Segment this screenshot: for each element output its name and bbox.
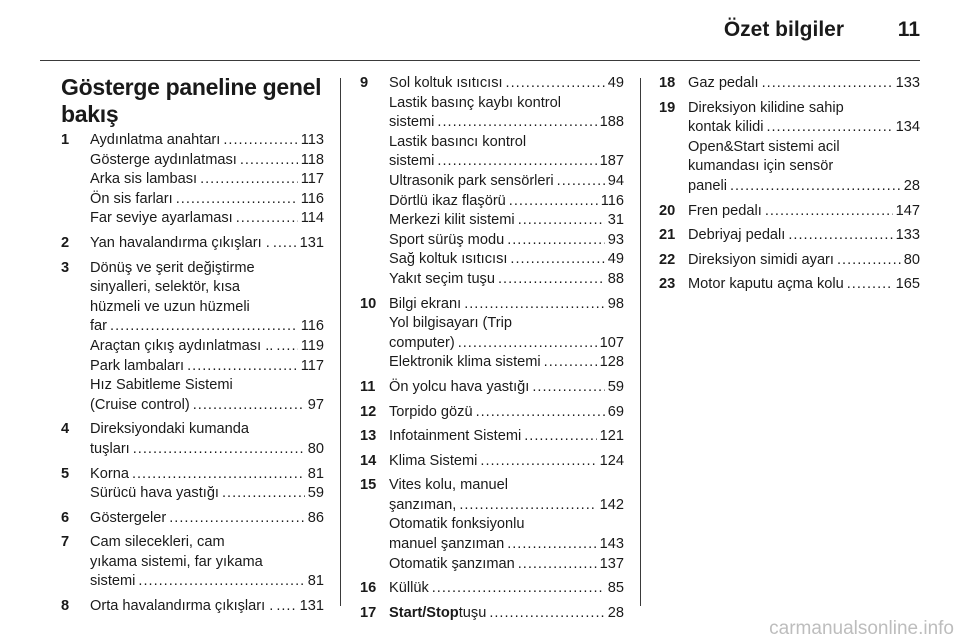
item-number: 16 (360, 580, 377, 597)
dot-leader (133, 440, 305, 460)
entry-label: Cam silecekleri, cam (90, 534, 225, 551)
page-reference[interactable]: 165 (895, 276, 920, 293)
dot-leader (544, 353, 597, 373)
page-reference[interactable]: 118 (300, 151, 324, 168)
dot-leader (510, 250, 604, 270)
page-reference[interactable]: 59 (307, 485, 324, 502)
dot-leader (437, 113, 596, 133)
dot-leader (276, 597, 296, 617)
entry-label: Hız Sabitleme Sistemi (90, 377, 233, 394)
page-reference[interactable]: 28 (607, 604, 624, 621)
entry-label: Start/Stop (389, 604, 459, 621)
entry-label: Ön sis farları (90, 190, 173, 207)
legend-item (659, 74, 920, 94)
page-reference[interactable]: 117 (300, 357, 324, 374)
legend-item (61, 131, 324, 229)
legend-item (659, 202, 920, 222)
dot-leader (276, 337, 297, 357)
entry-label: Dörtlü ikaz flaşörü (389, 192, 506, 209)
dot-leader (432, 579, 605, 599)
watermark: carmanualsonline.info (769, 618, 954, 639)
index-entry (389, 378, 624, 398)
entry-label: Lastik basıncı kontrol (389, 133, 527, 150)
item-number: 2 (61, 234, 70, 251)
legend-item (360, 295, 624, 373)
index-entry (389, 403, 624, 423)
entry-label: manuel şanzıman (389, 536, 505, 553)
page-reference[interactable]: 49 (607, 251, 624, 268)
index-entry (389, 113, 624, 133)
entry-label: Open&Start sistemi acil (688, 138, 840, 155)
page-reference[interactable]: 80 (307, 440, 324, 457)
item-number: 14 (360, 452, 377, 469)
entry-label: Klima Sistemi (389, 452, 478, 469)
entry-label: Göstergeler (90, 509, 167, 526)
entry-label: Elektronik klima sistemi (389, 354, 541, 371)
entry-label: Direksiyon kilidine sahip (688, 99, 844, 116)
entry-label: Sağ koltuk ısıtıcısı (389, 251, 508, 268)
entry-label: Küllük (389, 580, 429, 597)
legend-item (659, 226, 920, 246)
dot-leader (187, 357, 298, 377)
legend-item (61, 234, 324, 254)
item-number: 20 (659, 202, 676, 219)
section-heading-line: bakış (61, 101, 119, 127)
item-number: 5 (61, 465, 70, 482)
dot-leader (240, 151, 298, 171)
item-number: 21 (659, 227, 676, 244)
entry-label: kumandası için sensör (688, 158, 834, 175)
legend-item (61, 533, 324, 592)
index-entry (90, 572, 324, 592)
page-reference[interactable]: 131 (299, 234, 324, 251)
page-reference[interactable]: 143 (599, 536, 624, 553)
page-reference[interactable]: 31 (607, 212, 624, 229)
page-reference[interactable]: 147 (895, 202, 920, 219)
index-entry (389, 231, 624, 251)
entry-label: Sürücü hava yastığı (90, 485, 219, 502)
dot-leader (273, 234, 297, 254)
page-reference[interactable]: 142 (599, 496, 624, 513)
entry-label: far (90, 318, 108, 335)
item-number: 4 (61, 421, 70, 438)
legend-item (360, 427, 624, 447)
dot-leader (762, 74, 893, 94)
dot-leader (489, 604, 604, 624)
index-entry (688, 251, 920, 271)
entry-label: Orta havalandırma çıkışları . (90, 598, 274, 615)
legend-item (61, 465, 324, 504)
entry-label: Yol bilgisayarı (Trip (389, 315, 513, 332)
entry-label: Yakıt seçim tuşu (389, 270, 495, 287)
entry-label: Direksiyon simidi ayarı (688, 251, 834, 268)
entry-label: Debriyaj pedalı (688, 227, 786, 244)
page-reference[interactable]: 124 (599, 452, 624, 469)
item-number: 6 (61, 509, 70, 526)
index-entry (90, 234, 324, 254)
dot-leader (176, 190, 298, 210)
entry-label: Torpido gözü (389, 403, 473, 420)
item-number: 3 (61, 259, 70, 276)
index-entry (688, 275, 920, 295)
dot-leader (847, 275, 893, 295)
dot-leader (480, 452, 596, 472)
entry-label-suffix: tuşu (458, 604, 487, 621)
index-entry (389, 555, 624, 575)
dot-leader (476, 403, 605, 423)
entry-label: Gaz pedalı (688, 75, 759, 91)
page-reference[interactable]: 80 (903, 251, 920, 268)
page-reference[interactable]: 93 (607, 231, 624, 248)
dot-leader (437, 152, 596, 172)
dot-leader (110, 317, 298, 337)
legend-item (360, 604, 624, 624)
index-entry (90, 317, 324, 337)
page-reference[interactable]: 137 (599, 555, 624, 572)
entry-label: paneli (688, 177, 727, 194)
item-number: 9 (360, 75, 369, 91)
index-entry (389, 535, 624, 555)
index-entry (90, 190, 324, 210)
index-entry (90, 484, 324, 504)
entry-label: Ultrasonik park sensörleri (389, 172, 554, 189)
dot-leader (557, 172, 605, 192)
index-entry (90, 209, 324, 229)
entry-label: Gösterge aydınlatması (90, 151, 237, 168)
item-number: 19 (659, 99, 676, 116)
column-2 (360, 74, 624, 628)
dot-leader (458, 334, 597, 354)
index-entry (389, 579, 624, 599)
dot-leader (837, 251, 901, 271)
dot-leader (518, 555, 597, 575)
dot-leader (507, 231, 605, 251)
index-entry (90, 396, 324, 416)
page-reference[interactable]: 107 (599, 334, 624, 351)
item-number: 18 (659, 75, 676, 91)
page-reference[interactable]: 119 (300, 337, 324, 354)
dot-leader (132, 465, 305, 485)
entry-label: (Cruise control) (90, 396, 190, 413)
entry-label: Bilgi ekranı (389, 295, 462, 312)
page-reference[interactable]: 69 (607, 403, 624, 420)
index-entry (688, 202, 920, 222)
entry-label: sinyalleri, selektör, kısa (90, 279, 241, 296)
page-reference[interactable]: 28 (903, 177, 920, 194)
page-reference[interactable]: 81 (307, 573, 324, 590)
legend-item (360, 74, 624, 290)
index-entry (389, 295, 624, 315)
legend-item (360, 452, 624, 472)
index-entry (90, 131, 324, 151)
page-reference[interactable]: 59 (607, 378, 624, 395)
page-reference[interactable]: 49 (607, 75, 624, 91)
column-1 (61, 74, 324, 622)
dot-leader (498, 270, 605, 290)
entry-label: Vites kolu, manuel (389, 477, 508, 494)
page-reference[interactable]: 113 (300, 132, 324, 148)
item-list (61, 131, 324, 617)
page-reference[interactable]: 116 (300, 318, 324, 335)
entry-label: Arka sis lambası (90, 171, 198, 188)
index-entry (389, 270, 624, 290)
dot-leader (509, 192, 598, 212)
entry-label: sistemi (389, 114, 435, 131)
page-reference[interactable]: 128 (599, 354, 624, 371)
dot-leader (193, 396, 305, 416)
page-reference[interactable]: 98 (607, 295, 624, 312)
dot-leader (223, 131, 297, 151)
entry-label: Dönüş ve şerit değiştirme (90, 259, 255, 276)
index-entry (90, 151, 324, 171)
entry-label: tuşları (90, 440, 130, 457)
index-entry (389, 452, 624, 472)
entry-label: yıkama sistemi, far yıkama (90, 553, 263, 570)
entry-label: Sol koltuk ısıtıcısı (389, 75, 503, 91)
index-entry (389, 74, 624, 94)
item-number: 1 (61, 132, 70, 148)
page-reference[interactable]: 131 (299, 598, 324, 615)
page-reference[interactable]: 81 (307, 465, 324, 482)
section-heading-line: Gösterge paneline genel (61, 74, 322, 100)
entry-label: Korna (90, 465, 129, 482)
index-entry (389, 152, 624, 172)
entry-label: Otomatik fonksiyonlu (389, 516, 525, 533)
index-entry (389, 211, 624, 231)
index-entry (389, 604, 624, 624)
index-entry (90, 465, 324, 485)
entry-label: Aydınlatma anahtarı (90, 132, 221, 148)
entry-label: Araçtan çıkış aydınlatması .. (90, 337, 274, 354)
item-number: 23 (659, 276, 676, 293)
legend-item (61, 420, 324, 459)
page-reference[interactable]: 116 (600, 192, 624, 209)
page-reference[interactable]: 88 (607, 270, 624, 287)
index-entry (389, 250, 624, 270)
item-number: 10 (360, 295, 377, 312)
dot-leader (169, 509, 305, 529)
index-entry (389, 353, 624, 373)
legend-item (360, 403, 624, 423)
index-entry (90, 170, 324, 190)
dot-leader (507, 535, 596, 555)
entry-label: kontak kilidi (688, 119, 764, 136)
page-reference[interactable]: 94 (607, 172, 624, 189)
item-number: 12 (360, 403, 377, 420)
entry-label: Fren pedalı (688, 202, 762, 219)
index-entry (90, 357, 324, 377)
item-list (360, 74, 624, 623)
page-reference[interactable]: 187 (599, 153, 624, 170)
entry-label: Yan havalandırma çıkışları . (90, 234, 270, 251)
column-divider (340, 78, 341, 606)
column-divider (640, 78, 641, 606)
entry-label: Park lambaları (90, 357, 185, 374)
dot-leader (788, 226, 892, 246)
index-entry (688, 118, 920, 138)
legend-item (659, 275, 920, 295)
index-entry (688, 74, 920, 94)
item-number: 17 (360, 604, 377, 621)
page-reference[interactable]: 134 (895, 119, 920, 136)
index-entry (90, 337, 324, 357)
entry-label: Otomatik şanzıman (389, 555, 515, 572)
page-reference[interactable]: 86 (307, 509, 324, 526)
dot-leader (532, 378, 604, 398)
index-entry (389, 192, 624, 212)
legend-item (360, 579, 624, 599)
dot-leader (518, 211, 605, 231)
item-list (659, 74, 920, 295)
entry-label: Ön yolcu hava yastığı (389, 378, 530, 395)
legend-item (61, 259, 324, 416)
item-number: 22 (659, 251, 676, 268)
entry-label: Direksiyondaki kumanda (90, 421, 249, 438)
page-reference[interactable]: 116 (300, 190, 324, 207)
index-entry (389, 334, 624, 354)
dot-leader (506, 74, 605, 94)
dot-leader (200, 170, 298, 190)
page-number: 11 (897, 18, 920, 41)
page-reference[interactable]: 85 (607, 580, 624, 597)
page-reference[interactable]: 121 (599, 428, 624, 445)
page-reference[interactable]: 97 (307, 396, 324, 413)
dot-leader (459, 496, 596, 516)
dot-leader (464, 295, 605, 315)
entry-label: Infotainment Sistemi (389, 428, 522, 445)
page-reference[interactable]: 114 (300, 210, 324, 227)
page-reference[interactable]: 188 (599, 114, 624, 131)
item-number: 7 (61, 534, 70, 551)
item-number: 8 (61, 598, 70, 615)
entry-label: Merkezi kilit sistemi (389, 212, 515, 229)
legend-item (360, 378, 624, 398)
legend-item (61, 509, 324, 529)
index-entry (389, 496, 624, 516)
entry-label: Far seviye ayarlaması (90, 210, 233, 227)
dot-leader (138, 572, 304, 592)
index-entry (90, 440, 324, 460)
header-rule (40, 60, 920, 61)
entry-label: hüzmeli ve uzun hüzmeli (90, 298, 250, 315)
entry-label: Motor kaputu açma kolu (688, 276, 844, 293)
entry-label: şanzıman, (389, 496, 457, 513)
entry-label: Sport sürüş modu (389, 231, 505, 248)
index-entry (90, 509, 324, 529)
legend-item (360, 476, 624, 574)
entry-label: computer) (389, 334, 455, 351)
dot-leader (524, 427, 596, 447)
entry-label: sistemi (389, 153, 435, 170)
item-number: 11 (360, 378, 376, 395)
index-entry (688, 226, 920, 246)
index-entry (688, 177, 920, 197)
index-entry (389, 427, 624, 447)
section-heading (61, 74, 324, 128)
entry-label: Lastik basınç kaybı kontrol (389, 94, 561, 111)
page-header-title: Özet bilgiler (723, 18, 844, 41)
legend-item (659, 99, 920, 197)
legend-item (61, 597, 324, 617)
page-reference[interactable]: 133 (895, 227, 920, 244)
item-number: 13 (360, 428, 377, 445)
dot-leader (765, 202, 893, 222)
dot-leader (766, 118, 892, 138)
legend-item (659, 251, 920, 271)
item-number: 15 (360, 477, 377, 494)
entry-label: sistemi (90, 573, 136, 590)
index-entry (90, 597, 324, 617)
page-reference[interactable]: 117 (300, 171, 324, 188)
dot-leader (222, 484, 305, 504)
column-3 (659, 74, 920, 300)
page-reference[interactable]: 133 (895, 75, 920, 91)
dot-leader (236, 209, 298, 229)
index-entry (389, 172, 624, 192)
dot-leader (730, 177, 901, 197)
